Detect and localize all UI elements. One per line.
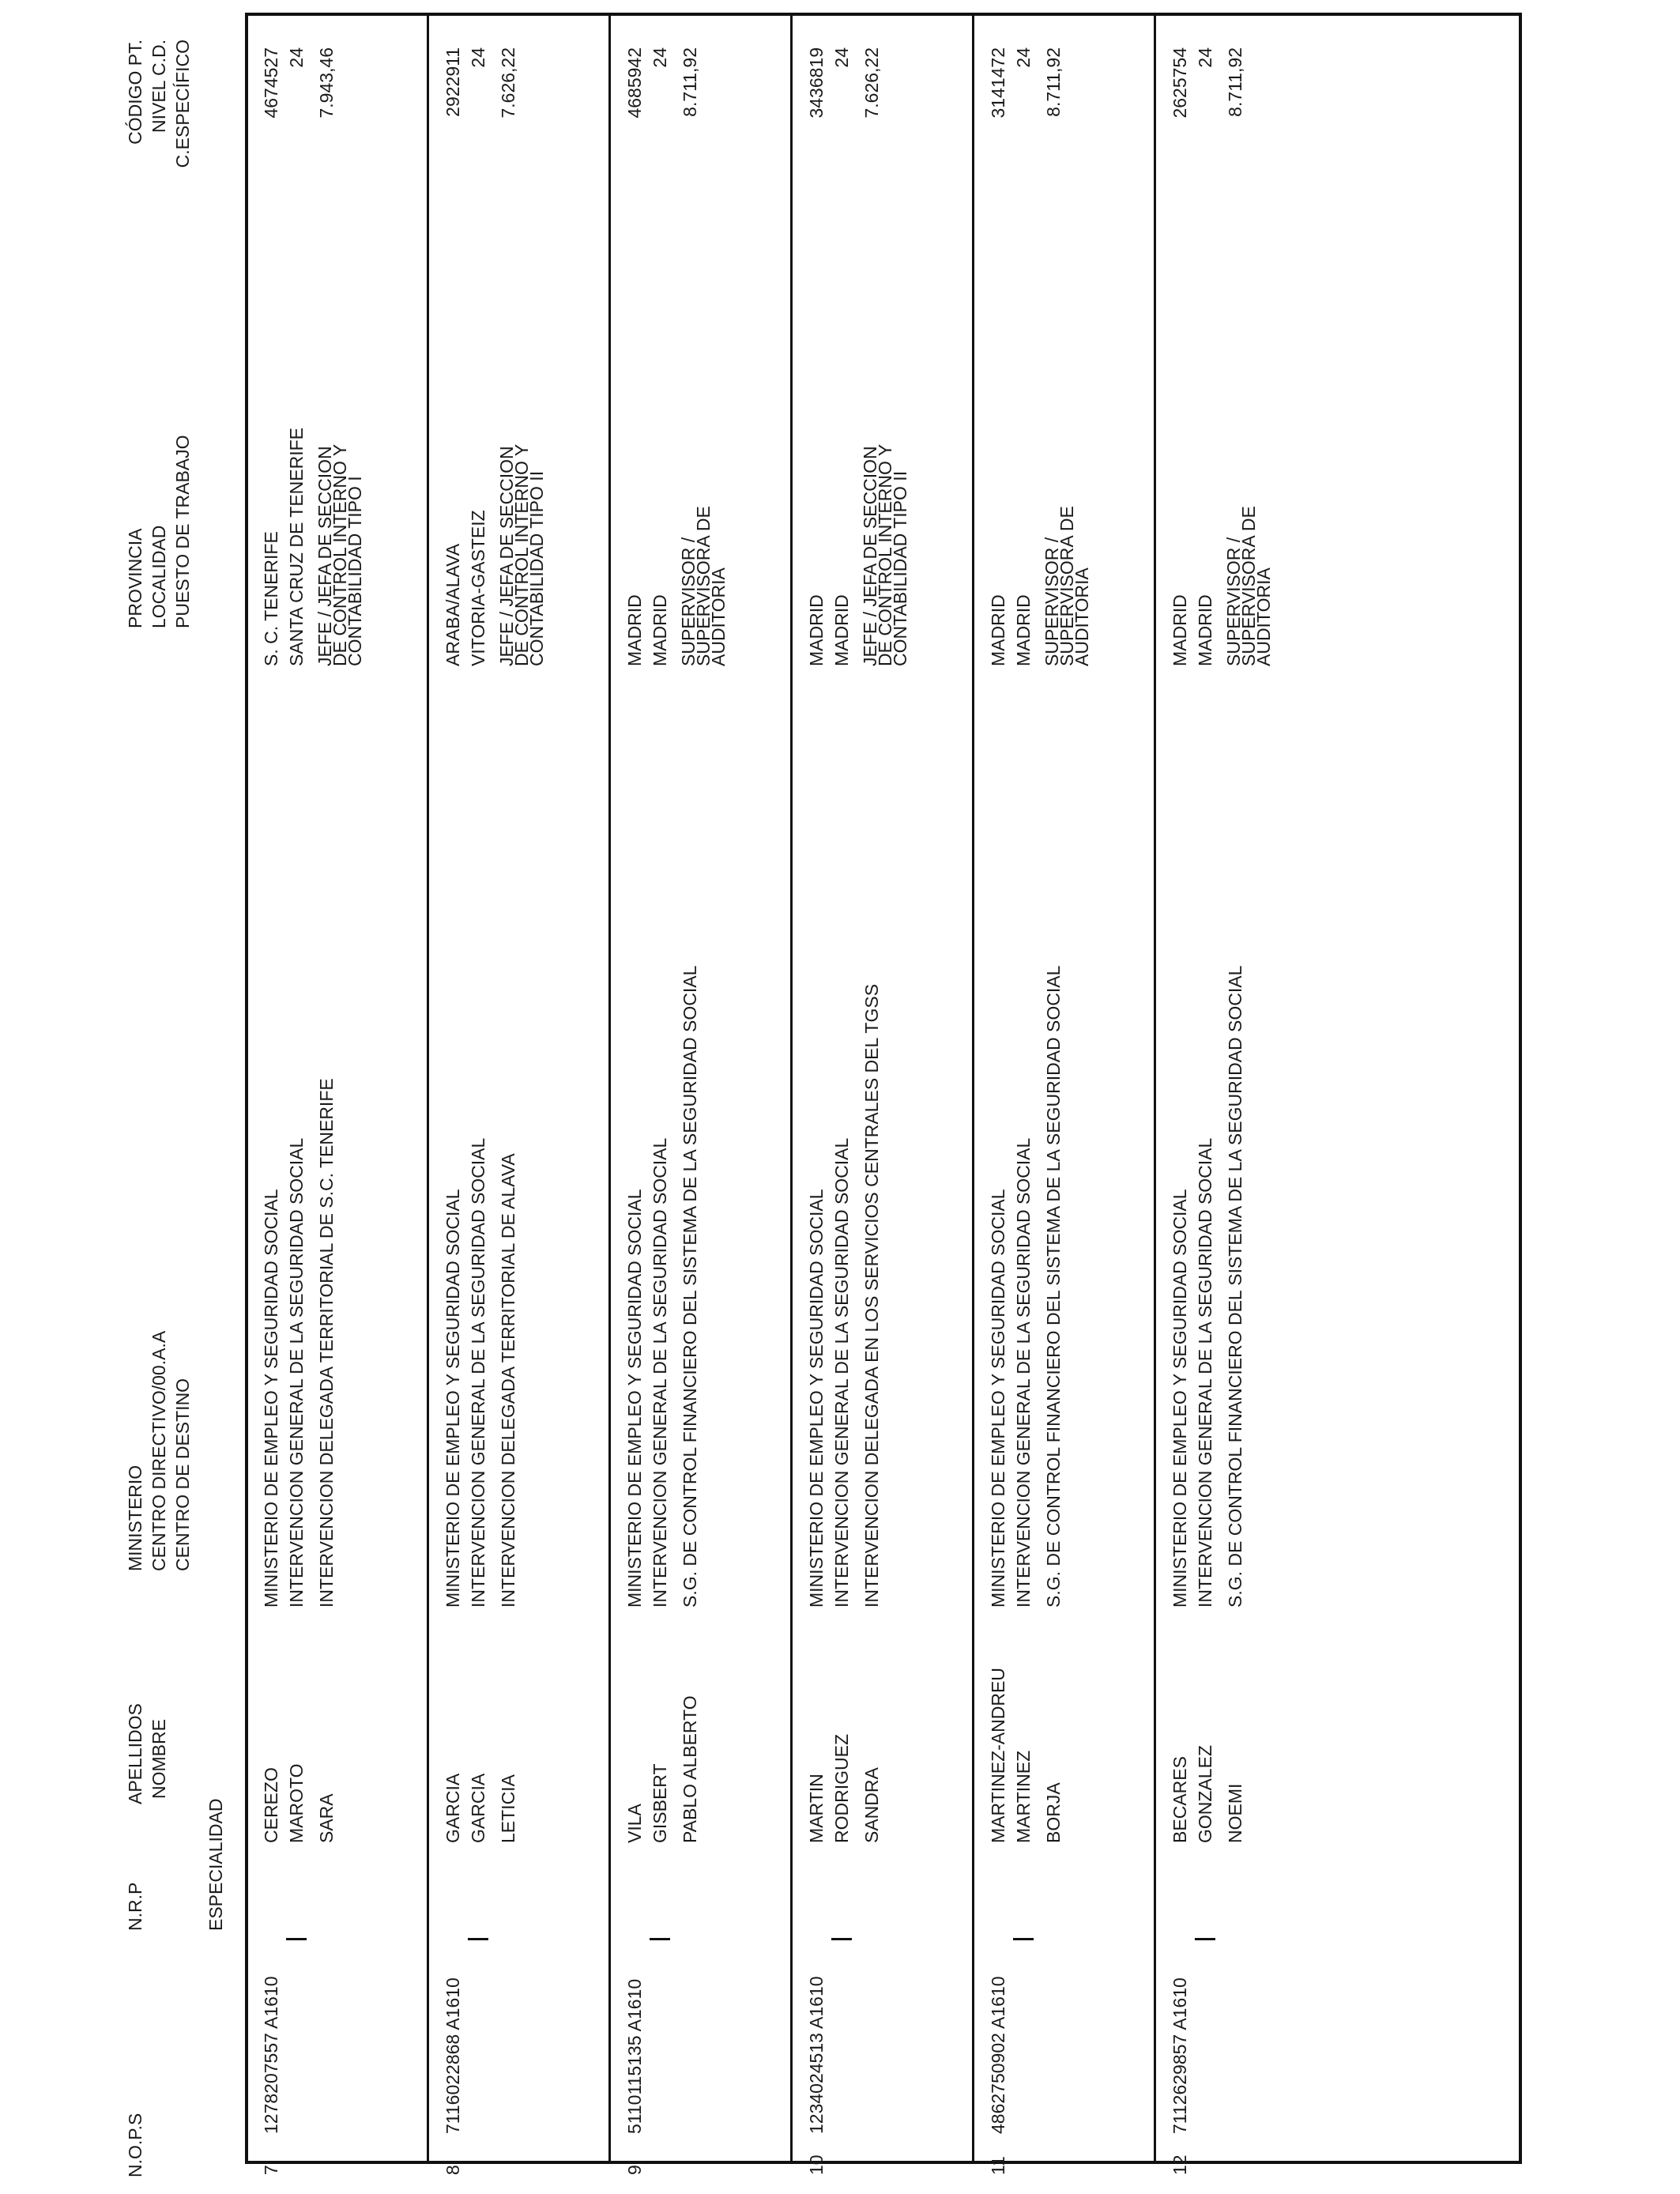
header-ministerio: MINISTERIO bbox=[125, 1465, 145, 1571]
row-divider bbox=[972, 13, 974, 2164]
puesto-cell: SUPERVISOR / SUPERVISORA DE AUDITORIA bbox=[1223, 506, 1274, 666]
header-localidad: LOCALIDAD bbox=[149, 525, 169, 628]
nombre-cell: PABLO ALBERTO bbox=[680, 1695, 700, 1843]
especialidad-mark bbox=[1195, 1938, 1215, 1940]
nivel-cell: 24 bbox=[831, 47, 852, 68]
apellido2-cell: RODRIGUEZ bbox=[831, 1734, 852, 1843]
localidad-cell: MADRID bbox=[650, 594, 670, 666]
apellido1-cell: BECARES bbox=[1170, 1756, 1190, 1843]
centro-destino-cell: S.G. DE CONTROL FINANCIERO DEL SISTEMA DE LA SEGURIDAD SOCIAL bbox=[680, 965, 700, 1608]
header-codigo: CÓDIGO PT. bbox=[125, 40, 145, 145]
especialidad-mark bbox=[286, 1938, 307, 1940]
puesto-cell: JEFE / JEFA DE SECCION DE CONTROL INTERNO Y CONTABILIDAD TIPO I bbox=[315, 444, 365, 666]
nombre-cell: SANDRA bbox=[861, 1767, 882, 1843]
nivel-cell: 24 bbox=[286, 47, 307, 68]
nops-cell: 12 bbox=[1170, 2154, 1190, 2175]
row-divider bbox=[427, 13, 429, 2164]
row-divider bbox=[1154, 13, 1156, 2164]
centro-directivo-cell: INTERVENCION GENERAL DE LA SEGURIDAD SOCIAL bbox=[1013, 1137, 1034, 1608]
centro-directivo-cell: INTERVENCION GENERAL DE LA SEGURIDAD SOCIAL bbox=[468, 1137, 488, 1608]
nrp-cell: 7116022868 A1610 bbox=[443, 1977, 463, 2134]
header-nops: N.O.P.S bbox=[125, 2113, 145, 2177]
apellido2-cell: GARCIA bbox=[468, 1773, 488, 1843]
codigo-cell: 2922911 bbox=[443, 47, 463, 117]
nops-cell: 7 bbox=[261, 2165, 281, 2175]
row-divider bbox=[790, 13, 793, 2164]
nombre-cell: LETICIA bbox=[498, 1774, 518, 1843]
codigo-cell: 3141472 bbox=[988, 47, 1008, 119]
centro-directivo-cell: INTERVENCION GENERAL DE LA SEGURIDAD SOCIAL bbox=[831, 1137, 852, 1608]
nrp-cell: 5110115135 A1610 bbox=[624, 1978, 645, 2134]
header-apellidos: APELLIDOS bbox=[125, 1703, 145, 1804]
centro-destino-cell: INTERVENCION DELEGADA TERRITORIAL DE S.C. TENERIFE bbox=[316, 1078, 337, 1608]
localidad-cell: VITORIA-GASTEIZ bbox=[468, 510, 488, 666]
especialidad-mark bbox=[468, 1938, 488, 1940]
apellido1-cell: MARTIN bbox=[806, 1774, 827, 1843]
provincia-cell: MADRID bbox=[806, 594, 827, 666]
puesto-cell: JEFE / JEFA DE SECCION DE CONTROL INTERNO Y CONTABILIDAD TIPO II bbox=[860, 444, 910, 666]
centro-destino-cell: S.G. DE CONTROL FINANCIERO DEL SISTEMA DE LA SEGURIDAD SOCIAL bbox=[1225, 965, 1245, 1608]
puesto-cell: JEFE / JEFA DE SECCION DE CONTROL INTERNO Y CONTABILIDAD TIPO II bbox=[496, 444, 547, 666]
localidad-cell: MADRID bbox=[831, 594, 852, 666]
provincia-cell: MADRID bbox=[1170, 594, 1190, 666]
ministerio-cell: MINISTERIO DE EMPLEO Y SEGURIDAD SOCIAL bbox=[443, 1189, 463, 1608]
nrp-cell: 4862750902 A1610 bbox=[988, 1976, 1008, 2134]
centro-destino-cell: INTERVENCION DELEGADA TERRITORIAL DE ALAVA bbox=[498, 1153, 518, 1608]
codigo-cell: 4685942 bbox=[624, 47, 645, 119]
provincia-cell: S. C. TENERIFE bbox=[261, 531, 281, 666]
nrp-cell: 7112629857 A1610 bbox=[1170, 1977, 1190, 2134]
apellido1-cell: MARTINEZ-ANDREU bbox=[988, 1668, 1008, 1843]
header-especialidad: ESPECIALIDAD bbox=[205, 1798, 226, 1931]
header-nombre: NOMBRE bbox=[149, 1719, 169, 1799]
puesto-cell: SUPERVISOR / SUPERVISORA DE AUDITORIA bbox=[1042, 506, 1092, 666]
ministerio-cell: MINISTERIO DE EMPLEO Y SEGURIDAD SOCIAL bbox=[988, 1189, 1008, 1608]
header-nrp: N.R.P bbox=[125, 1882, 145, 1931]
nombre-cell: NOEMI bbox=[1225, 1783, 1245, 1843]
nivel-cell: 24 bbox=[650, 47, 670, 68]
header-centro-destino: CENTRO DE DESTINO bbox=[172, 1378, 193, 1571]
centro-destino-cell: INTERVENCION DELEGADA EN LOS SERVICIOS CENTRALES DEL TGSS bbox=[861, 983, 882, 1608]
provincia-cell: MADRID bbox=[988, 594, 1008, 666]
localidad-cell: SANTA CRUZ DE TENERIFE bbox=[286, 427, 307, 666]
centro-directivo-cell: INTERVENCION GENERAL DE LA SEGURIDAD SOCIAL bbox=[1195, 1137, 1215, 1608]
especifico-cell: 7.626,22 bbox=[498, 47, 518, 119]
nivel-cell: 24 bbox=[1013, 47, 1034, 68]
especifico-cell: 8.711,92 bbox=[680, 47, 700, 117]
header-nivel: NIVEL C.D. bbox=[149, 40, 169, 134]
header-puesto: PUESTO DE TRABAJO bbox=[172, 435, 193, 628]
ministerio-cell: MINISTERIO DE EMPLEO Y SEGURIDAD SOCIAL bbox=[1170, 1189, 1190, 1608]
especialidad-mark bbox=[650, 1938, 670, 1940]
row-divider bbox=[608, 13, 611, 2164]
nops-cell: 8 bbox=[443, 2165, 463, 2175]
nrp-cell: 1278207557 A1610 bbox=[261, 1976, 281, 2134]
nombre-cell: SARA bbox=[316, 1793, 337, 1843]
especifico-cell: 8.711,92 bbox=[1225, 47, 1245, 117]
apellido2-cell: MAROTO bbox=[286, 1763, 307, 1843]
ministerio-cell: MINISTERIO DE EMPLEO Y SEGURIDAD SOCIAL bbox=[624, 1189, 645, 1608]
apellido1-cell: GARCIA bbox=[443, 1773, 463, 1843]
centro-destino-cell: S.G. DE CONTROL FINANCIERO DEL SISTEMA DE LA SEGURIDAD SOCIAL bbox=[1043, 965, 1064, 1608]
nops-cell: 10 bbox=[806, 2154, 827, 2175]
nops-cell: 11 bbox=[988, 2156, 1008, 2175]
apellido1-cell: CEREZO bbox=[261, 1767, 281, 1843]
especialidad-mark bbox=[831, 1938, 852, 1940]
nrp-cell: 1234024513 A1610 bbox=[806, 1976, 827, 2134]
nivel-cell: 24 bbox=[1195, 47, 1215, 68]
especifico-cell: 7.626,22 bbox=[861, 47, 882, 119]
localidad-cell: MADRID bbox=[1195, 594, 1215, 666]
header-provincia: PROVINCIA bbox=[125, 528, 145, 628]
especifico-cell: 8.711,92 bbox=[1043, 47, 1064, 117]
localidad-cell: MADRID bbox=[1013, 594, 1034, 666]
especialidad-mark bbox=[1013, 1938, 1034, 1940]
codigo-cell: 2625754 bbox=[1170, 47, 1190, 119]
header-centro-directivo: CENTRO DIRECTIVO/00.A.A bbox=[149, 1330, 169, 1571]
especifico-cell: 7.943,46 bbox=[316, 47, 337, 119]
centro-directivo-cell: INTERVENCION GENERAL DE LA SEGURIDAD SOCIAL bbox=[286, 1137, 307, 1608]
ministerio-cell: MINISTERIO DE EMPLEO Y SEGURIDAD SOCIAL bbox=[806, 1189, 827, 1608]
records-table bbox=[245, 13, 1522, 2164]
codigo-cell: 3436819 bbox=[806, 47, 827, 119]
codigo-cell: 4674527 bbox=[261, 47, 281, 119]
nops-cell: 9 bbox=[624, 2165, 645, 2175]
apellido2-cell: GISBERT bbox=[650, 1763, 670, 1843]
nombre-cell: BORJA bbox=[1043, 1782, 1064, 1843]
apellido2-cell: GONZALEZ bbox=[1195, 1745, 1215, 1843]
centro-directivo-cell: INTERVENCION GENERAL DE LA SEGURIDAD SOCIAL bbox=[650, 1137, 670, 1608]
apellido2-cell: MARTINEZ bbox=[1013, 1750, 1034, 1843]
provincia-cell: ARABA/ALAVA bbox=[443, 543, 463, 666]
apellido1-cell: VILA bbox=[624, 1804, 645, 1843]
header-especifico: C.ESPECÍFICO bbox=[172, 40, 193, 168]
nivel-cell: 24 bbox=[468, 47, 488, 68]
ministerio-cell: MINISTERIO DE EMPLEO Y SEGURIDAD SOCIAL bbox=[261, 1189, 281, 1608]
provincia-cell: MADRID bbox=[624, 594, 645, 666]
puesto-cell: SUPERVISOR / SUPERVISORA DE AUDITORIA bbox=[678, 506, 729, 666]
